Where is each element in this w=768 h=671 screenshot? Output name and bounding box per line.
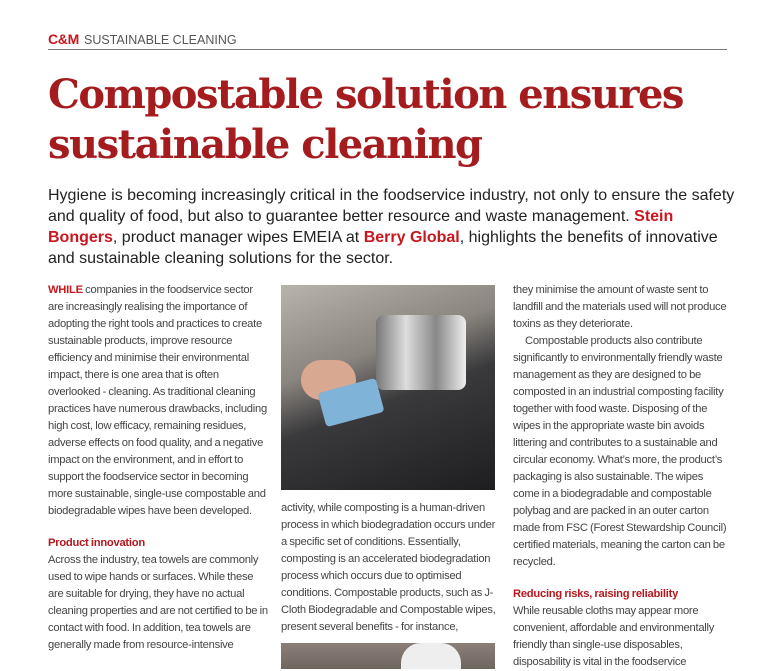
intro-text: , product manager wipes EMEIA at [112, 229, 364, 246]
intro-text: , highlights the benefits of innovative and sustainable cleaning solutions for the sector. [48, 229, 718, 267]
column-2 [281, 500, 499, 636]
body-paragraph: they minimise the amount of waste sent to landfill and the materials used will not produce toxins as they deteriorate. [513, 284, 727, 330]
column-3 [513, 282, 729, 671]
article-photo-wipes [281, 643, 495, 669]
author-name: Stein Bongers [48, 208, 674, 246]
lead-word: WHILE [48, 284, 83, 296]
body-paragraph: While reusable cloths may appear more convenient, affordable and environmentally friendly than single-use disposables, disposability is vital in the foodservice [513, 605, 715, 668]
subheading: Reducing risks, raising reliability [513, 588, 679, 600]
article-intro [48, 185, 738, 269]
body-paragraph [48, 282, 268, 520]
body-paragraph: activity, while composting is a human-driven process in which biodegradation occurs under a specific set of conditions. Essentially, composting is an accelerated biodegradation process which occurs due to optimised conditions. Compostable products, such as J-Cloth Biodegradable and Compostable wipes, present several benefits - for instance, [281, 502, 496, 633]
brand-logo: C&M [48, 31, 79, 47]
company-name: Berry Global [363, 229, 460, 246]
pot-shape [376, 315, 466, 390]
article-photo-induction-hob [281, 285, 495, 490]
subheading: Product innovation [48, 537, 145, 549]
article-title: Compostable solution ensures sustainable cleaning [48, 71, 683, 168]
section-header [48, 31, 727, 50]
intro-text: Hygiene is becoming increasingly critical in the foodservice industry, not only to ensure the safety and quality of food, but also to guarantee better resource and waste management. [48, 187, 735, 225]
body-paragraph: Across the industry, tea towels are commonly used to wipe hands or surfaces. While these are suitable for drying, they have no actual cleaning properties and are not certified to be in contact with food. In addition, tea towels are generally made from resource-intensive [48, 554, 268, 651]
body-paragraph: Compostable products also contribute significantly to environmentally friendly waste management as they are designed to be composted in an industrial composting facility together with food waste. Disposing of the wipes in the appropriate waste bin avoids littering and contributes to a sustainable and circular economy. What’s more, the product’s packaging is also sustainable. The wipes come in a biodegradable and compostable polybag and are packed in an outer carton made from FSC (Forest Stewardship Council) certified materials, meaning the carton can be recycled. [513, 335, 727, 568]
column-1 [48, 282, 268, 654]
paragraph-text: companies in the foodservice sector are increasingly realising the importance of adopting the right tools and practices to create sustainable products, improve resource efficiency and minimise their environmental impact, there is one area that is often overlooked - cleaning. As traditional cleaning practices have numerous drawbacks, including high cost, low efficacy, remaining residues, adverse effects on food quality, and a negative impact on the environment, and in effort to support the foodservice sector in becoming more sustainable, single-use compostable and biodegradable wipes have been developed. [48, 284, 267, 517]
wipe-shape [401, 643, 461, 669]
section-label: SUSTAINABLE CLEANING [83, 33, 237, 47]
